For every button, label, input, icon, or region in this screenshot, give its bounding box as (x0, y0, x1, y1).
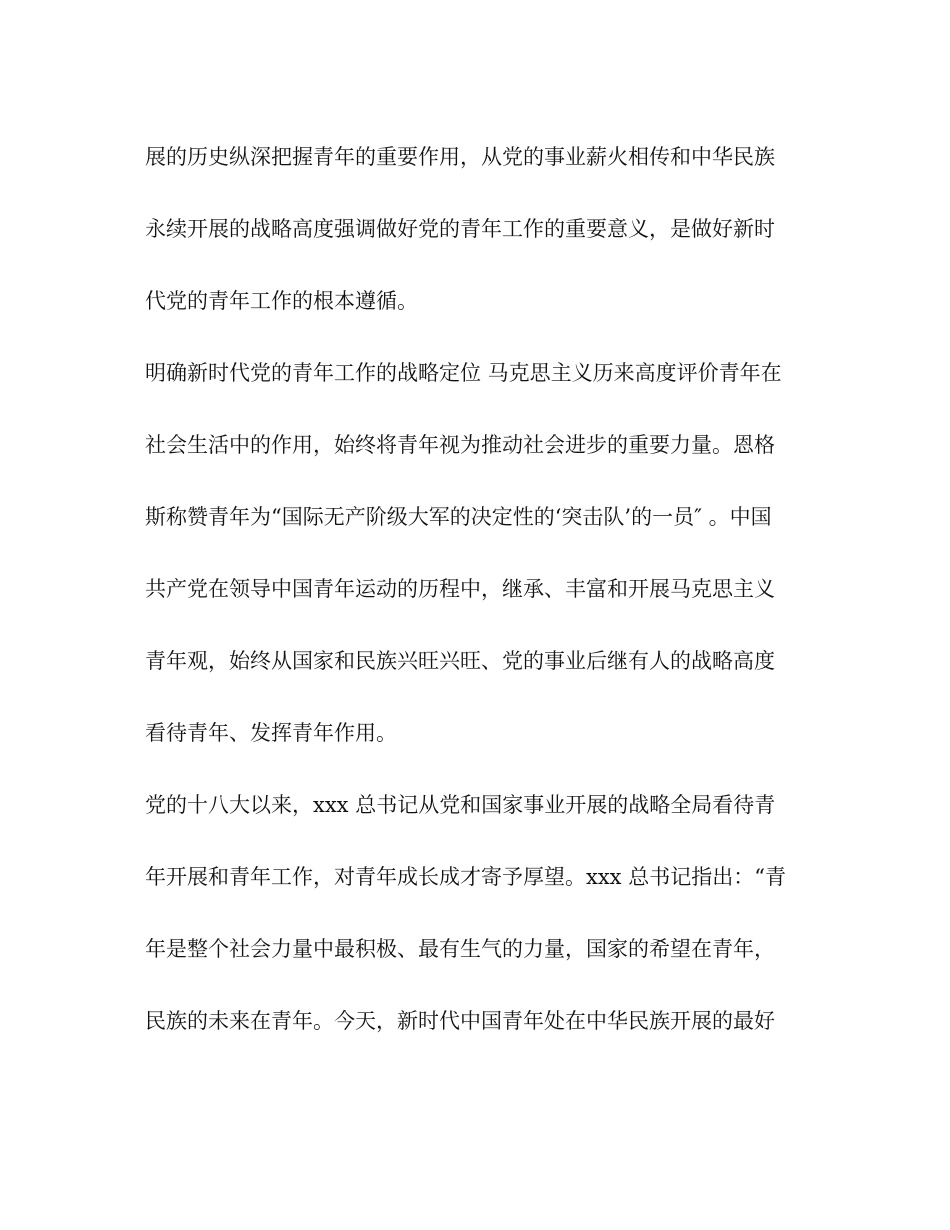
text-line: 共产党在领导中国青年运动的历程中，继承、丰富和开展马克思主义 (145, 577, 775, 601)
text-line: 展的历史纵深把握青年的重要作用，从党的事业薪火相传和中华民族 (145, 145, 775, 169)
text-line: 看待青年、发挥青年作用。 (145, 721, 397, 745)
text-line: 永续开展的战略高度强调做好党的青年工作的重要意义，是做好新时 (145, 217, 775, 241)
text-line: 年是整个社会力量中最积极、最有生气的力量，国家的希望在青年， (145, 937, 775, 961)
text-line: 民族的未来在青年。今天，新时代中国青年处在中华民族开展的最好 (145, 1009, 775, 1033)
text-line: 明确新时代党的青年工作的战略定位 马克思主义历来高度评价青年在 (145, 361, 782, 385)
text-line: 斯称赞青年为“国际无产阶级大军的决定性的‘突击队’的一员″ 。中国 (145, 505, 772, 529)
text-line: 社会生活中的作用，始终将青年视为推动社会进步的重要力量。恩格 (145, 433, 775, 457)
text-line: 党的十八大以来，xxx 总书记从党和国家事业开展的战略全局看待青 (145, 793, 776, 817)
text-line: 代党的青年工作的根本遵循。 (145, 289, 418, 313)
text-line: 年开展和青年工作，对青年成长成才寄予厚望。xxx 总书记指出：“青 (145, 865, 786, 889)
text-line: 青年观，始终从国家和民族兴旺兴旺、党的事业后继有人的战略高度 (145, 649, 775, 673)
